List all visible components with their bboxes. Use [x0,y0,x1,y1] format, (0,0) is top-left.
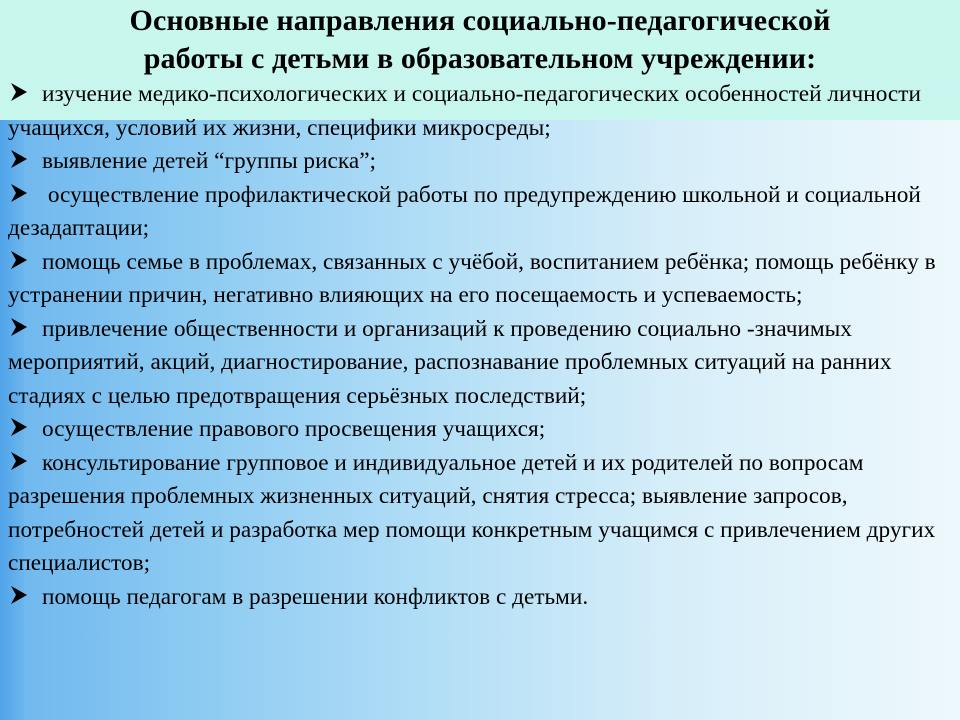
list-item-text: осуществление правового просвещения учащихся; [42,416,546,442]
list-item [8,246,952,313]
directions-list [8,78,952,614]
list-item-text: привлечение общественности и организаций к проведению социально -значимых мероприятий, акций, диагностирование, распознавание проблемных ситуаций на ранних стадиях с целью предотвращения серьёзных последствий; [8,315,892,409]
list-item-text: помощь педагогам в разрешении конфликтов с детьми. [42,583,589,610]
slide-title [8,0,952,78]
slide-title-line-1: Основные направления социально-педагогической [129,4,831,37]
list-item [8,179,952,246]
arrowhead-bullet-icon [8,148,38,170]
arrowhead-bullet-icon [8,182,38,204]
list-item [8,145,952,179]
arrowhead-bullet-icon [8,450,38,472]
list-item-text: выявление детей “группы риска”; [42,148,377,174]
arrowhead-bullet-icon [8,584,38,606]
list-item [8,413,952,447]
slide-content [8,0,952,614]
list-item [8,78,952,145]
list-item-text: осуществление профилактической работы по предупреждению школьной и социальной дезадаптации; [8,181,921,241]
list-item [8,313,952,414]
arrowhead-bullet-icon [8,416,38,438]
slide-title-line-2: работы с детьми в образовательном учреждении: [143,42,817,75]
list-item-text: изучение медико-психологических и социально-педагогических особенностей личности учащихся, условий их жизни, специфики микросреды; [8,81,921,141]
list-item-text: консультирование групповое и индивидуальное детей и их родителей по вопросам разрешения проблемных жизненных ситуаций, снятия стресса; выявление запросов, потребностей детей и разработка мер помощи конкретным учащимся с привлечением других специалистов; [8,449,936,576]
arrowhead-bullet-icon [8,316,38,338]
list-item [8,581,952,615]
list-item-text: помощь семье в проблемах, связанных с учёбой, воспитанием ребёнка; помощь ребёнку в устранении причин, негативно влияющих на его посещаемость и успеваемость; [8,248,936,308]
arrowhead-bullet-icon [8,81,38,103]
list-item [8,447,952,581]
arrowhead-bullet-icon [8,249,38,271]
